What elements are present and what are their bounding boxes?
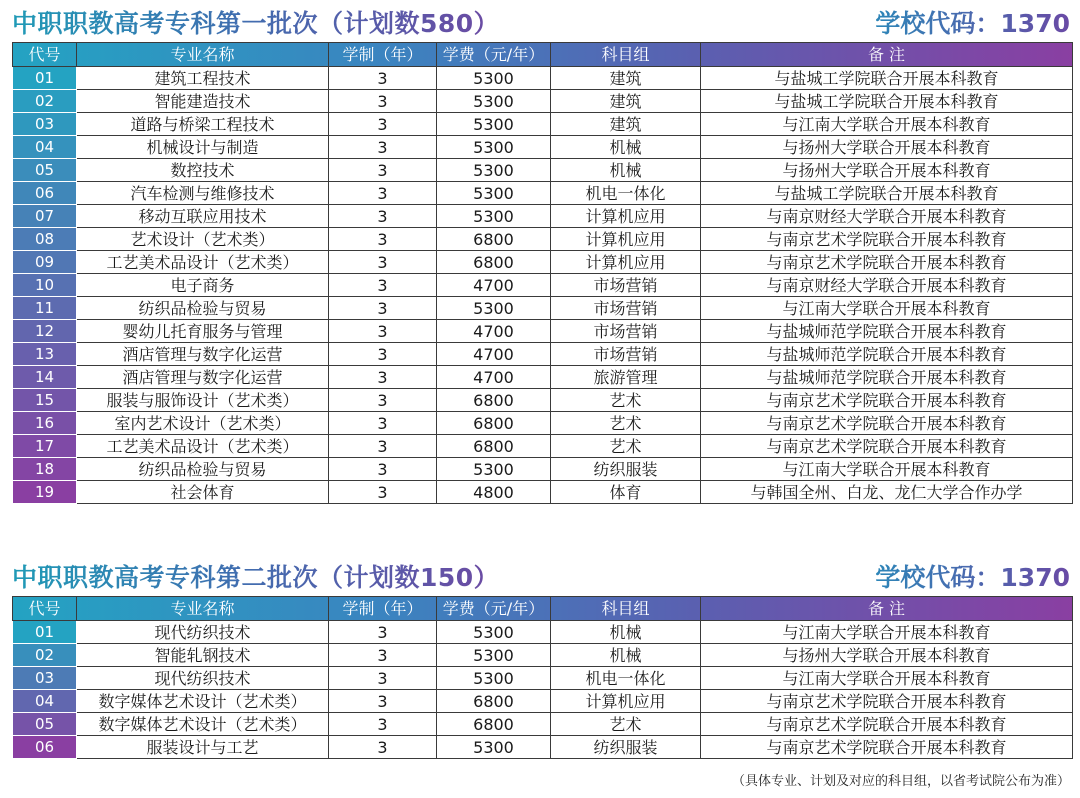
cell-duration: 3 [329, 736, 437, 759]
cell-tuition: 5300 [437, 667, 551, 690]
batch1-title: 中职职教高考专科第一批次（计划数580） [12, 4, 499, 40]
cell-remarks: 与盐城师范学院联合开展本科教育 [701, 320, 1073, 343]
cell-major: 服装与服饰设计（艺术类） [77, 389, 329, 412]
table-row [13, 67, 1073, 90]
cell-remarks: 与韩国全州、白龙、龙仁大学合作办学 [701, 481, 1073, 504]
cell-subject: 建筑 [551, 113, 701, 136]
cell-duration: 3 [329, 621, 437, 644]
cell-tuition: 5300 [437, 113, 551, 136]
cell-subject: 计算机应用 [551, 251, 701, 274]
cell-major: 建筑工程技术 [77, 67, 329, 90]
batch2-table-head [13, 597, 1073, 621]
table-row [13, 113, 1073, 136]
cell-major: 纺织品检验与贸易 [77, 297, 329, 320]
table-row [13, 644, 1073, 667]
cell-duration: 3 [329, 690, 437, 713]
cell-duration: 3 [329, 644, 437, 667]
cell-code: 05 [13, 159, 77, 182]
batch2-section [12, 556, 1072, 759]
cell-tuition: 5300 [437, 621, 551, 644]
cell-tuition: 5300 [437, 90, 551, 113]
table-row [13, 136, 1073, 159]
cell-major: 移动互联应用技术 [77, 205, 329, 228]
table-row [13, 205, 1073, 228]
batch2-table-body [13, 621, 1073, 759]
cell-tuition: 6800 [437, 389, 551, 412]
cell-tuition: 4700 [437, 274, 551, 297]
table-row [13, 90, 1073, 113]
cell-subject: 艺术 [551, 389, 701, 412]
cell-remarks: 与江南大学联合开展本科教育 [701, 621, 1073, 644]
batch1-header [12, 2, 1072, 42]
cell-subject: 机械 [551, 621, 701, 644]
table-row [13, 458, 1073, 481]
cell-duration: 3 [329, 343, 437, 366]
cell-subject: 建筑 [551, 67, 701, 90]
cell-subject: 机电一体化 [551, 182, 701, 205]
cell-major: 机械设计与制造 [77, 136, 329, 159]
cell-major: 现代纺织技术 [77, 621, 329, 644]
cell-remarks: 与盐城工学院联合开展本科教育 [701, 67, 1073, 90]
cell-major: 现代纺织技术 [77, 667, 329, 690]
cell-code: 10 [13, 274, 77, 297]
cell-duration: 3 [329, 113, 437, 136]
cell-subject: 体育 [551, 481, 701, 504]
cell-code: 19 [13, 481, 77, 504]
cell-code: 06 [13, 736, 77, 759]
cell-remarks: 与盐城师范学院联合开展本科教育 [701, 366, 1073, 389]
cell-tuition: 6800 [437, 713, 551, 736]
cell-tuition: 6800 [437, 690, 551, 713]
table-row [13, 366, 1073, 389]
batch1-school-code: 学校代码：1370 [875, 4, 1070, 40]
cell-tuition: 6800 [437, 435, 551, 458]
cell-major: 道路与桥梁工程技术 [77, 113, 329, 136]
cell-duration: 3 [329, 90, 437, 113]
cell-subject: 计算机应用 [551, 228, 701, 251]
cell-subject: 纺织服装 [551, 458, 701, 481]
cell-subject: 市场营销 [551, 274, 701, 297]
table-row [13, 343, 1073, 366]
batch2-header-row [13, 597, 1073, 621]
cell-tuition: 5300 [437, 136, 551, 159]
table-row [13, 412, 1073, 435]
cell-code: 08 [13, 228, 77, 251]
cell-duration: 3 [329, 205, 437, 228]
batch1-table-body [13, 67, 1073, 504]
cell-duration: 3 [329, 389, 437, 412]
cell-duration: 3 [329, 182, 437, 205]
cell-code: 16 [13, 412, 77, 435]
cell-subject: 旅游管理 [551, 366, 701, 389]
col-major-header: 专业名称 [77, 43, 329, 67]
batch1-table [12, 42, 1073, 504]
table-row [13, 389, 1073, 412]
cell-duration: 3 [329, 481, 437, 504]
batch1-header-row [13, 43, 1073, 67]
cell-tuition: 5300 [437, 736, 551, 759]
table-row [13, 690, 1073, 713]
cell-major: 艺术设计（艺术类） [77, 228, 329, 251]
cell-major: 数字媒体艺术设计（艺术类） [77, 690, 329, 713]
table-row [13, 320, 1073, 343]
col-code-header: 代号 [13, 597, 77, 621]
col-remarks-header: 备 注 [701, 597, 1073, 621]
cell-tuition: 6800 [437, 251, 551, 274]
cell-major: 汽车检测与维修技术 [77, 182, 329, 205]
table-row [13, 481, 1073, 504]
batch2-school-code: 学校代码：1370 [875, 558, 1070, 594]
cell-tuition: 5300 [437, 458, 551, 481]
cell-remarks: 与扬州大学联合开展本科教育 [701, 644, 1073, 667]
cell-tuition: 4700 [437, 366, 551, 389]
cell-code: 01 [13, 621, 77, 644]
cell-code: 03 [13, 667, 77, 690]
table-row [13, 297, 1073, 320]
table-row [13, 713, 1073, 736]
cell-major: 智能建造技术 [77, 90, 329, 113]
batch2-title: 中职职教高考专科第二批次（计划数150） [12, 558, 499, 594]
table-row [13, 667, 1073, 690]
cell-remarks: 与江南大学联合开展本科教育 [701, 113, 1073, 136]
cell-code: 01 [13, 67, 77, 90]
cell-subject: 纺织服装 [551, 736, 701, 759]
cell-duration: 3 [329, 274, 437, 297]
cell-code: 11 [13, 297, 77, 320]
cell-duration: 3 [329, 412, 437, 435]
cell-major: 电子商务 [77, 274, 329, 297]
cell-subject: 市场营销 [551, 320, 701, 343]
cell-subject: 机械 [551, 136, 701, 159]
cell-tuition: 6800 [437, 412, 551, 435]
cell-subject: 市场营销 [551, 343, 701, 366]
cell-remarks: 与南京艺术学院联合开展本科教育 [701, 736, 1073, 759]
cell-tuition: 5300 [437, 159, 551, 182]
cell-code: 12 [13, 320, 77, 343]
cell-duration: 3 [329, 136, 437, 159]
footnote: （具体专业、计划及对应的科目组，以省考试院公布为准） [731, 774, 1070, 789]
table-row [13, 251, 1073, 274]
col-code-header: 代号 [13, 43, 77, 67]
cell-subject: 建筑 [551, 90, 701, 113]
table-row [13, 159, 1073, 182]
cell-major: 工艺美术品设计（艺术类） [77, 251, 329, 274]
cell-code: 04 [13, 136, 77, 159]
batch2-header [12, 556, 1072, 596]
cell-subject: 市场营销 [551, 297, 701, 320]
cell-code: 04 [13, 690, 77, 713]
cell-duration: 3 [329, 228, 437, 251]
col-tuition-header: 学费（元/年） [437, 597, 551, 621]
cell-remarks: 与盐城工学院联合开展本科教育 [701, 182, 1073, 205]
cell-subject: 机械 [551, 159, 701, 182]
cell-remarks: 与南京艺术学院联合开展本科教育 [701, 228, 1073, 251]
batch2-table [12, 596, 1073, 759]
col-major-header: 专业名称 [77, 597, 329, 621]
table-row [13, 182, 1073, 205]
cell-code: 02 [13, 90, 77, 113]
cell-tuition: 5300 [437, 297, 551, 320]
cell-remarks: 与南京艺术学院联合开展本科教育 [701, 690, 1073, 713]
cell-tuition: 5300 [437, 644, 551, 667]
cell-subject: 机电一体化 [551, 667, 701, 690]
cell-duration: 3 [329, 458, 437, 481]
cell-major: 数字媒体艺术设计（艺术类） [77, 713, 329, 736]
cell-duration: 3 [329, 67, 437, 90]
cell-remarks: 与南京艺术学院联合开展本科教育 [701, 713, 1073, 736]
cell-major: 智能轧钢技术 [77, 644, 329, 667]
table-row [13, 736, 1073, 759]
cell-code: 18 [13, 458, 77, 481]
cell-remarks: 与江南大学联合开展本科教育 [701, 458, 1073, 481]
cell-code: 13 [13, 343, 77, 366]
cell-code: 03 [13, 113, 77, 136]
cell-major: 婴幼儿托育服务与管理 [77, 320, 329, 343]
cell-remarks: 与扬州大学联合开展本科教育 [701, 136, 1073, 159]
cell-major: 酒店管理与数字化运营 [77, 366, 329, 389]
table-row [13, 621, 1073, 644]
cell-remarks: 与扬州大学联合开展本科教育 [701, 159, 1073, 182]
cell-remarks: 与盐城工学院联合开展本科教育 [701, 90, 1073, 113]
cell-code: 05 [13, 713, 77, 736]
cell-remarks: 与南京艺术学院联合开展本科教育 [701, 251, 1073, 274]
cell-remarks: 与南京艺术学院联合开展本科教育 [701, 412, 1073, 435]
cell-major: 服装设计与工艺 [77, 736, 329, 759]
cell-tuition: 4700 [437, 320, 551, 343]
cell-duration: 3 [329, 297, 437, 320]
cell-remarks: 与南京财经大学联合开展本科教育 [701, 274, 1073, 297]
cell-subject: 艺术 [551, 713, 701, 736]
cell-tuition: 4700 [437, 343, 551, 366]
batch1-section [12, 2, 1072, 504]
cell-remarks: 与南京艺术学院联合开展本科教育 [701, 389, 1073, 412]
col-subject-header: 科目组 [551, 597, 701, 621]
col-duration-header: 学制（年） [329, 43, 437, 67]
col-duration-header: 学制（年） [329, 597, 437, 621]
cell-code: 09 [13, 251, 77, 274]
table-row [13, 274, 1073, 297]
cell-duration: 3 [329, 366, 437, 389]
cell-code: 15 [13, 389, 77, 412]
cell-major: 工艺美术品设计（艺术类） [77, 435, 329, 458]
cell-major: 数控技术 [77, 159, 329, 182]
cell-duration: 3 [329, 713, 437, 736]
cell-duration: 3 [329, 159, 437, 182]
cell-duration: 3 [329, 667, 437, 690]
cell-major: 室内艺术设计（艺术类） [77, 412, 329, 435]
cell-remarks: 与南京艺术学院联合开展本科教育 [701, 435, 1073, 458]
cell-remarks: 与江南大学联合开展本科教育 [701, 297, 1073, 320]
cell-subject: 艺术 [551, 412, 701, 435]
cell-tuition: 6800 [437, 228, 551, 251]
col-tuition-header: 学费（元/年） [437, 43, 551, 67]
cell-tuition: 5300 [437, 67, 551, 90]
cell-code: 14 [13, 366, 77, 389]
cell-remarks: 与盐城师范学院联合开展本科教育 [701, 343, 1073, 366]
col-remarks-header: 备 注 [701, 43, 1073, 67]
cell-duration: 3 [329, 251, 437, 274]
cell-code: 17 [13, 435, 77, 458]
cell-remarks: 与江南大学联合开展本科教育 [701, 667, 1073, 690]
cell-code: 02 [13, 644, 77, 667]
cell-tuition: 4800 [437, 481, 551, 504]
col-subject-header: 科目组 [551, 43, 701, 67]
cell-major: 纺织品检验与贸易 [77, 458, 329, 481]
batch1-table-head [13, 43, 1073, 67]
cell-tuition: 5300 [437, 205, 551, 228]
table-row [13, 228, 1073, 251]
cell-remarks: 与南京财经大学联合开展本科教育 [701, 205, 1073, 228]
cell-tuition: 5300 [437, 182, 551, 205]
cell-major: 酒店管理与数字化运营 [77, 343, 329, 366]
cell-duration: 3 [329, 435, 437, 458]
cell-subject: 机械 [551, 644, 701, 667]
cell-code: 06 [13, 182, 77, 205]
table-row [13, 435, 1073, 458]
cell-code: 07 [13, 205, 77, 228]
cell-subject: 计算机应用 [551, 205, 701, 228]
cell-major: 社会体育 [77, 481, 329, 504]
cell-duration: 3 [329, 320, 437, 343]
cell-subject: 计算机应用 [551, 690, 701, 713]
cell-subject: 艺术 [551, 435, 701, 458]
